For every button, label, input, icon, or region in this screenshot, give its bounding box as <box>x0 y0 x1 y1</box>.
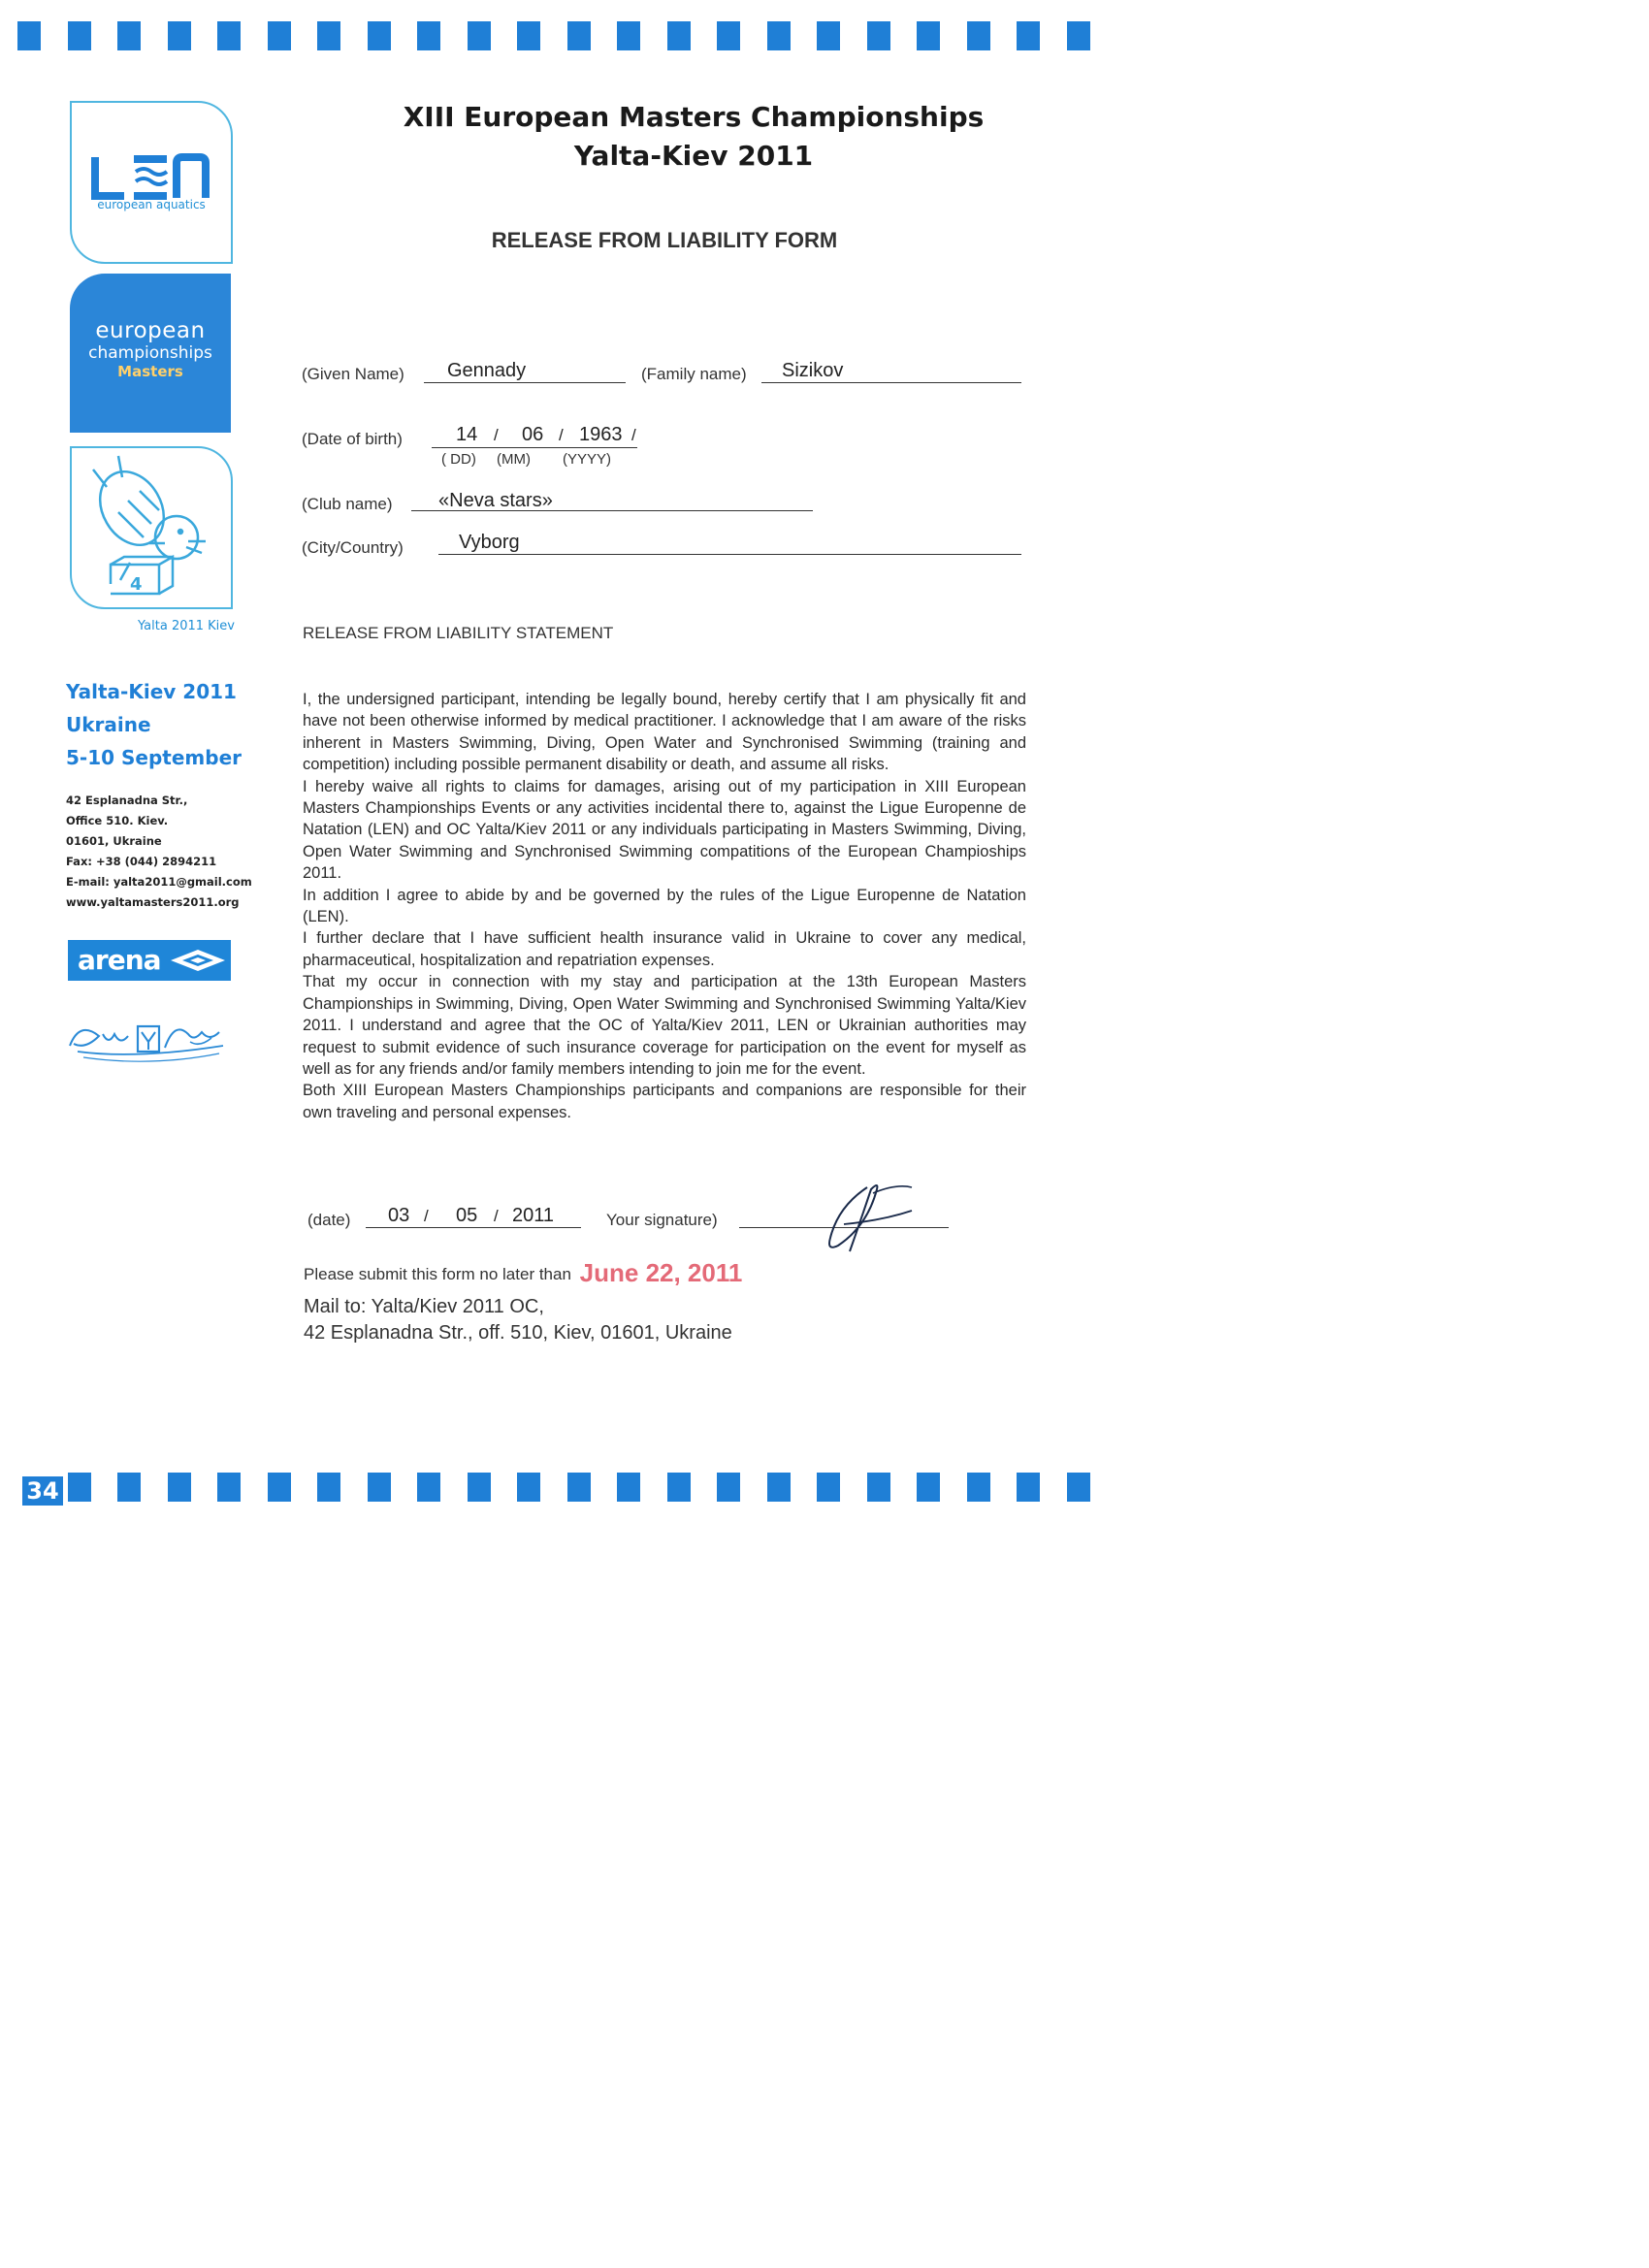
border-square <box>517 21 540 50</box>
city-country-line <box>438 554 1021 555</box>
euro-logo-line3: Masters <box>117 363 183 380</box>
contact-info <box>66 791 270 913</box>
border-square <box>117 21 141 50</box>
border-square <box>17 21 41 50</box>
signature-label: Your signature) <box>606 1211 718 1229</box>
bottom-square-border <box>0 1473 1106 1506</box>
dob-format-yyyy: (YYYY) <box>563 451 612 468</box>
border-square <box>317 21 340 50</box>
date-month[interactable]: 05 <box>456 1205 478 1226</box>
date-day[interactable]: 03 <box>388 1205 410 1226</box>
date-separator: / <box>424 1207 429 1225</box>
border-square <box>767 21 791 50</box>
page-number: 34 <box>17 1476 68 1506</box>
border-square <box>68 21 91 50</box>
border-square <box>567 1473 591 1502</box>
statement-paragraph: I hereby waive all rights to claims for damages, arising out of my participation in XIII European Masters Championships Events or any activities incidental there to, against the Ligue Europenne de Natation (LEN) and OC Yalta/Kiev 2011 or any individuals participating in Masters Swimming, Diving, Open Water Swimming and Synchronised Swimming compatitions of the European Champioships 2011. <box>303 777 1026 883</box>
border-square <box>1017 1473 1040 1502</box>
mascot-card <box>70 446 233 609</box>
border-square <box>268 21 291 50</box>
statement-paragraph: I, the undersigned participant, intending be legally bound, hereby certify that I am physically fit and have not been otherwise informed by medical practitioner. I acknowledge that I am aware of the risks inherent in Masters Swimming, Diving, Open Water and Synchronised Swimming (training and competition) including possible permanent disability or death, and assume all risks. <box>303 691 1026 774</box>
statement-heading: RELEASE FROM LIABILITY STATEMENT <box>303 624 614 642</box>
euro-logo-line2: championships <box>88 343 212 363</box>
border-square <box>617 1473 640 1502</box>
statement-paragraph: Both XIII European Masters Championships participants and companions are responsible for their own traveling and personal expenses. <box>303 1082 1026 1121</box>
date-line <box>366 1227 581 1228</box>
statement-paragraph: In addition I agree to abide by and be governed by the rules of the Ligue Europenne de Natation (LEN). <box>303 886 1026 926</box>
contact-email: E-mail: yalta2011@gmail.com <box>66 875 252 889</box>
event-info <box>66 675 260 774</box>
border-square <box>168 1473 191 1502</box>
dob-separator: / <box>494 426 499 444</box>
contact-fax: Fax: +38 (044) 2894211 <box>66 855 217 868</box>
border-square <box>517 1473 540 1502</box>
dob-year[interactable]: 1963 <box>579 424 623 445</box>
border-square <box>817 1473 840 1502</box>
dob-day[interactable]: 14 <box>456 424 478 445</box>
handwritten-signature[interactable] <box>815 1182 931 1259</box>
deadline-date: June 22, 2011 <box>579 1258 743 1287</box>
border-square <box>468 1473 491 1502</box>
border-square <box>317 1473 340 1502</box>
championship-title: XIII European Masters Championships <box>403 101 985 133</box>
border-square <box>667 1473 691 1502</box>
contact-line: Office 510. Kiev. <box>66 814 169 827</box>
submit-text: Please submit this form no later than <box>304 1265 571 1283</box>
border-square <box>867 1473 890 1502</box>
mail-to-line1: Mail to: Yalta/Kiev 2011 OC, <box>304 1296 544 1317</box>
border-square <box>417 1473 440 1502</box>
statement-body <box>303 689 1026 1123</box>
contact-line: 42 Esplanadna Str., <box>66 794 188 807</box>
dob-separator: / <box>559 426 564 444</box>
border-square <box>368 21 391 50</box>
arena-logo <box>68 940 231 981</box>
border-square <box>1017 21 1040 50</box>
svg-text:4: 4 <box>130 574 143 595</box>
european-championships-masters-logo <box>70 274 231 433</box>
date-separator: / <box>494 1207 499 1225</box>
border-square <box>917 21 940 50</box>
city-country-value[interactable]: Vyborg <box>459 532 520 553</box>
border-square <box>717 21 740 50</box>
border-square <box>268 1473 291 1502</box>
border-square <box>217 1473 241 1502</box>
len-subtitle: european aquatics <box>97 198 206 211</box>
dob-format-dd: ( DD) <box>441 451 476 468</box>
dob-format-mm: (MM) <box>497 451 531 468</box>
event-dates: 5-10 September <box>66 746 242 769</box>
top-square-border <box>0 21 1106 54</box>
submit-instruction <box>304 1258 742 1288</box>
championship-subtitle: Yalta-Kiev 2011 <box>573 140 814 172</box>
border-square <box>468 21 491 50</box>
event-country: Ukraine <box>66 713 151 736</box>
date-year[interactable]: 2011 <box>512 1205 555 1226</box>
arena-diamond-icon <box>169 948 227 973</box>
club-name-label: (Club name) <box>302 495 393 513</box>
city-country-label: (City/Country) <box>302 538 404 557</box>
dob-separator: / <box>631 426 636 444</box>
contact-website: www.yaltamasters2011.org <box>66 895 240 909</box>
border-square <box>168 21 191 50</box>
form-title: RELEASE FROM LIABILITY FORM <box>491 228 838 252</box>
date-label: (date) <box>307 1211 351 1229</box>
family-name-line <box>761 382 1021 383</box>
dob-month[interactable]: 06 <box>522 424 544 445</box>
family-name-label: (Family name) <box>641 365 747 383</box>
arena-logo-text: arena <box>78 944 161 976</box>
border-square <box>1067 1473 1090 1502</box>
border-square <box>817 21 840 50</box>
contact-line: 01601, Ukraine <box>66 834 162 848</box>
mascot-caption: Yalta 2011 Kiev <box>138 619 235 633</box>
border-square <box>767 1473 791 1502</box>
border-square <box>917 1473 940 1502</box>
border-square <box>967 1473 990 1502</box>
given-name-line <box>424 382 626 383</box>
euro-logo-line1: european <box>95 318 206 343</box>
border-square <box>417 21 440 50</box>
len-logo-card <box>70 101 233 264</box>
given-name-value[interactable]: Gennady <box>447 360 527 381</box>
border-square <box>867 21 890 50</box>
border-square <box>368 1473 391 1502</box>
border-square <box>617 21 640 50</box>
dob-line <box>432 447 637 448</box>
event-city: Yalta-Kiev 2011 <box>66 680 237 703</box>
border-square <box>717 1473 740 1502</box>
border-square <box>117 1473 141 1502</box>
border-square <box>967 21 990 50</box>
given-name-label: (Given Name) <box>302 365 404 383</box>
border-square <box>217 21 241 50</box>
border-square <box>667 21 691 50</box>
dob-label: (Date of birth) <box>302 430 403 448</box>
statement-paragraph: That my occur in connection with my stay and participation at the 13th European Masters Championships in Swimming, Diving, Open Water Swimming and Synchronised Swimming Yalta/Kiev 2011. I understand and agree that the OC of Yalta/Kiev 2011, LEN or Ukrainian authorities may request to submit evidence of such insurance coverage for participation on the event for myself as well as for any friends and/or family members intending to join me for the event. <box>303 973 1026 1078</box>
border-square <box>567 21 591 50</box>
club-name-value[interactable]: «Neva stars» <box>438 490 553 511</box>
hotel-yalta-logo <box>64 1013 235 1067</box>
statement-paragraph: I further declare that I have sufficient health insurance valid in Ukraine to cover any medical, pharmaceutical, hospitalization and repatriation expenses. <box>303 929 1026 969</box>
border-square <box>1067 21 1090 50</box>
family-name-value[interactable]: Sizikov <box>782 360 844 381</box>
border-square <box>68 1473 91 1502</box>
len-logo <box>91 153 211 202</box>
seal-mascot-icon <box>72 448 231 607</box>
mail-to-line2: 42 Esplanadna Str., off. 510, Kiev, 01601, Ukraine <box>304 1322 732 1344</box>
